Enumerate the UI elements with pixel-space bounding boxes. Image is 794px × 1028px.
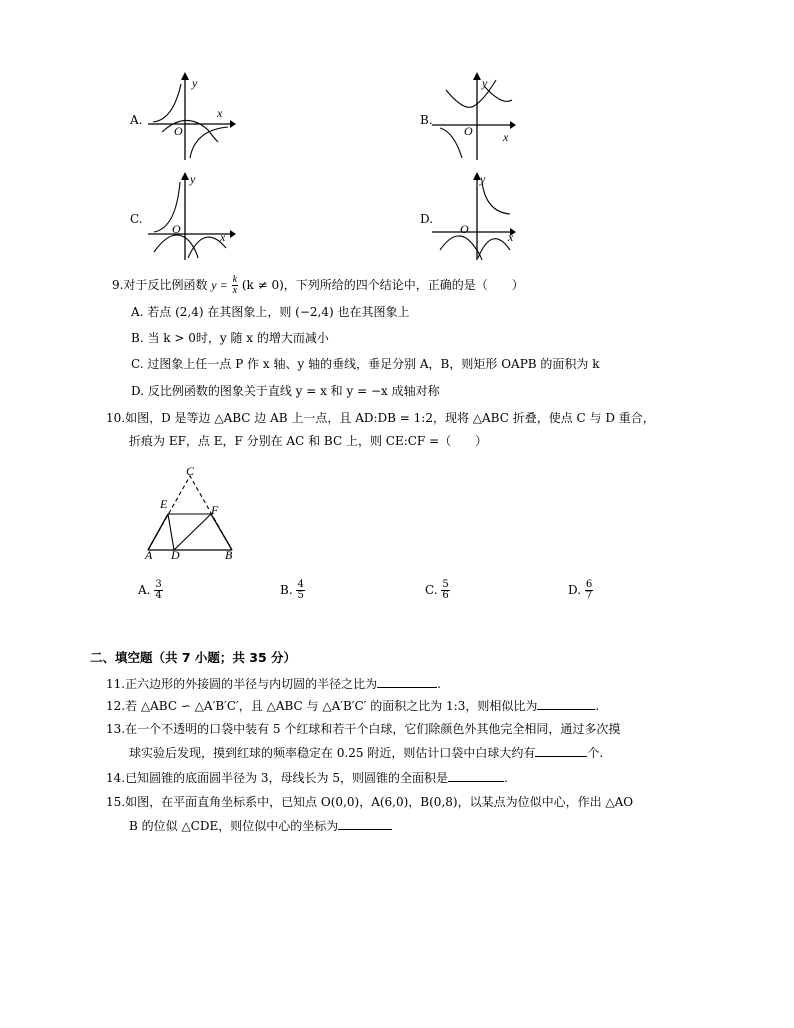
figure-label-b: B (225, 548, 233, 562)
option-c-x-label: x (220, 230, 226, 244)
option-a-label: A. (130, 113, 143, 127)
fraction-k-over-x: $\frac{k}{x}$ (232, 274, 238, 296)
option-a-origin-label: O (174, 124, 183, 138)
option-a-x-label: x (217, 106, 223, 120)
question-9-stem: 9.对于反比例函数 y = $\frac{k}{x}$ (k ≠ 0)，下列所给的四个结论中，正确的是（ ） (112, 274, 524, 296)
question-15-line-2: B 的位似 △CDE，则位似中心的坐标为 (129, 817, 392, 834)
question-13-line-1: 13.在一个不透明的口袋中装有 5 个红球和若干个白球，它们除颜色外其他完全相同，通过多次摸 (106, 722, 621, 736)
question-9-option-a: A. 若点 (2,4) 在其图象上，则 (−2,4) 也在其图象上 (131, 305, 410, 319)
option-d-origin-label: O (460, 222, 469, 236)
option-d-graph (432, 172, 522, 264)
option-a-y-label: y (192, 76, 198, 90)
option-b-y-label: y (482, 76, 488, 90)
option-d-label: D. (420, 212, 434, 226)
answer-blank-11 (377, 677, 437, 688)
question-10-option-b: B. $\frac{4}{5}$ (280, 579, 304, 601)
answer-blank-14 (448, 771, 504, 782)
section-2-title: 二、填空题（共 7 小题；共 35 分） (90, 650, 297, 665)
option-c-label: C. (130, 212, 143, 226)
option-b-graph (432, 72, 522, 164)
option-d-y-label: y (480, 172, 486, 186)
option-b-label: B. (420, 113, 433, 127)
answer-blank-12 (537, 699, 595, 710)
option-c-y-label: y (190, 172, 196, 186)
answer-blank-13 (535, 746, 587, 757)
question-14: 14.已知圆锥的底面圆半径为 3，母线长为 5，则圆锥的全面积是 . (106, 771, 508, 785)
question-9-option-b: B. 当 k > 0时，y 随 x 的增大而减小 (131, 331, 329, 345)
option-b-x-label: x (503, 130, 509, 144)
question-10-option-d: D. $\frac{6}{7}$ (568, 579, 593, 601)
option-c-origin-label: O (172, 222, 181, 236)
figure-label-d: D (171, 548, 180, 562)
question-12: 12.若 △ABC ∽ △A′B′C′，且 △ABC 与 △A′B′C′ 的面积之比为 1:3，则相似比为 . (106, 699, 600, 713)
question-9-option-c: C. 过图象上任一点 P 作 x 轴、y 轴的垂线，垂足分别 A，B，则矩形 OAPB 的面积为 k (131, 357, 600, 371)
figure-label-e: E (160, 497, 168, 511)
figure-label-c: C (186, 464, 195, 478)
question-10-option-a: A. $\frac{3}{4}$ (138, 579, 162, 601)
question-10-option-c: C. $\frac{5}{6}$ (425, 579, 449, 601)
question-11: 11.正六边形的外接圆的半径与内切圆的半径之比为 . (106, 677, 441, 691)
answer-blank-15 (338, 819, 392, 830)
option-b-origin-label: O (464, 124, 473, 138)
question-10-line-2: 折痕为 EF，点 E，F 分别在 AC 和 BC 上，则 CE:CF =（ ） (129, 434, 488, 448)
question-9-option-d: D. 反比例函数的图象关于直线 y = x 和 y = −x 成轴对称 (131, 384, 440, 398)
option-d-x-label: x (508, 230, 514, 244)
question-13-line-2: 球实验后发现，摸到红球的频率稳定在 0.25 附近，则估计口袋中白球大约有 个. (129, 746, 604, 760)
question-15-line-1: 15.如图，在平面直角坐标系中，已知点 O(0,0)，A(6,0)，B(0,8)，以某点为位似中心，作出 △AO (106, 795, 634, 809)
figure-label-f: F (211, 503, 219, 517)
figure-label-a: A (145, 548, 153, 562)
question-10-line-1: 10.如图，D 是等边 △ABC 边 AB 上一点，且 AD:DB = 1:2，现将 △ABC 折叠，使点 C 与 D 重合， (106, 411, 655, 425)
